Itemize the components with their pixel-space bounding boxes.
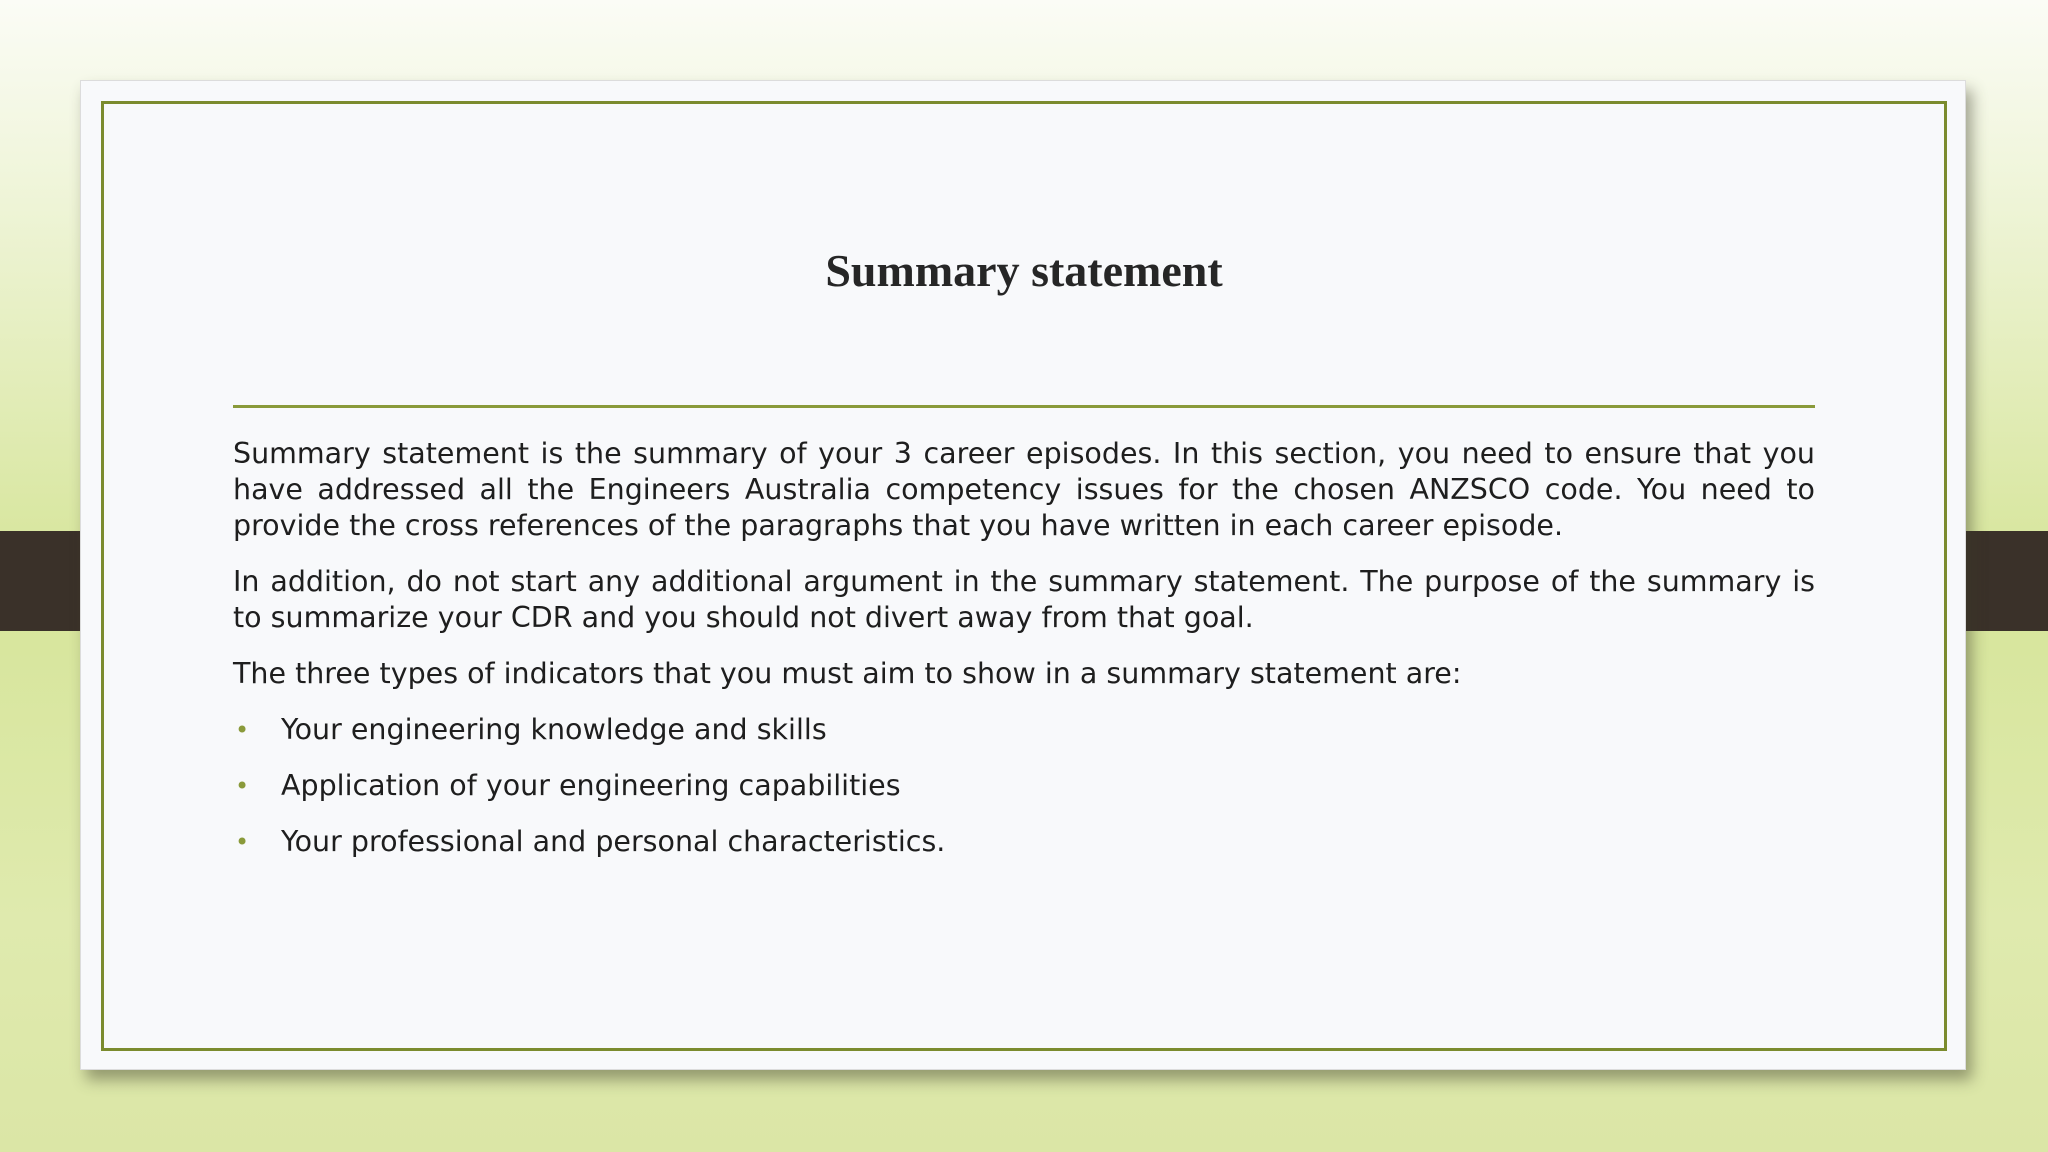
slide-title: Summary statement — [825, 245, 1223, 296]
list-item-text: Application of your engineering capabilities — [281, 769, 901, 802]
title-divider — [233, 405, 1815, 408]
paragraph-indicators: The three types of indicators that you must aim to show in a summary statement are: — [233, 657, 1462, 690]
list-item — [233, 768, 1815, 804]
list-item-text: Your engineering knowledge and skills — [281, 713, 827, 746]
bullet-icon: • — [235, 828, 250, 856]
bullet-icon: • — [235, 772, 250, 800]
paragraph-intro: Summary statement is the summary of your 3 career episodes. In this section, you need to ensure that you have addressed all the Engineers Australia competency issues for the chosen ANZSCO code. You need to provide the cross references of the paragraphs that you have written in each career episode. — [233, 437, 1815, 542]
slide-body — [233, 436, 1815, 880]
list-item-text: Your professional and personal characteristics. — [281, 825, 946, 858]
bullet-icon: • — [235, 716, 250, 744]
paragraph-addition: In addition, do not start any additional argument in the summary statement. The purpose of the summary is to summarize your CDR and you should not divert away from that goal. — [233, 565, 1815, 634]
list-item — [233, 712, 1815, 748]
indicator-list — [233, 712, 1815, 860]
list-item — [233, 824, 1815, 860]
